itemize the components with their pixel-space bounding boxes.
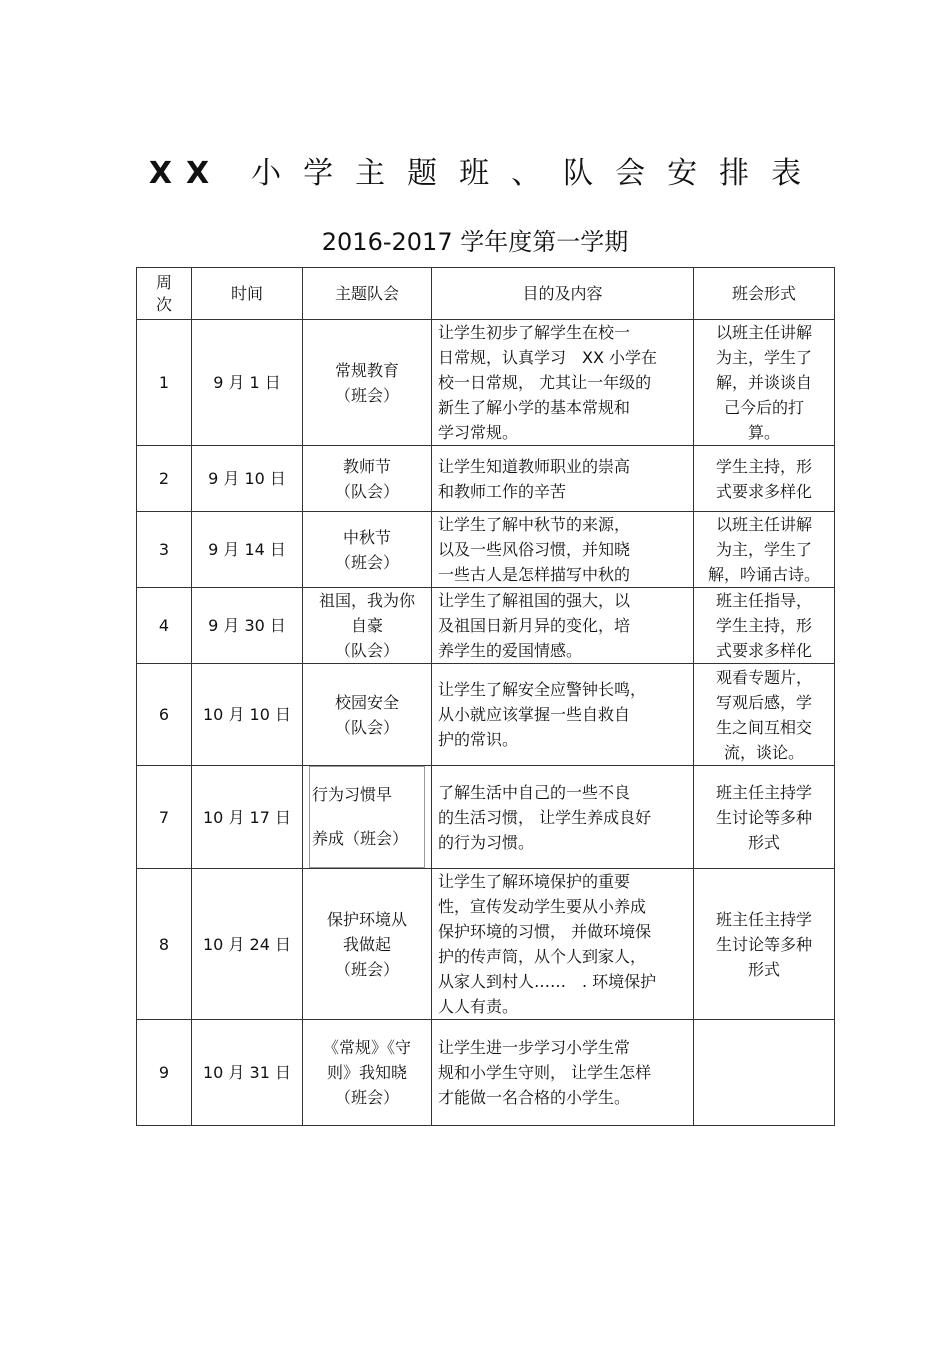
- table-header-row: [137, 268, 835, 320]
- cell-theme: 教师节 （队会）: [303, 446, 432, 512]
- header-week: 周 次: [137, 268, 192, 320]
- cell-content: 了解生活中自己的一些不良 的生活习惯， 让学生养成良好 的行为习惯。: [432, 766, 694, 869]
- table-row: [137, 664, 835, 766]
- header-content: 目的及内容: [432, 268, 694, 320]
- cell-content: 让学生进一步学习小学生常 规和小学生守则， 让学生怎样 才能做一名合格的小学生。: [432, 1020, 694, 1126]
- cell-time: 9 月 14 日: [192, 512, 303, 588]
- cell-time: 10 月 24 日: [192, 869, 303, 1020]
- table-row: [137, 588, 835, 664]
- theme-text-box: 行为习惯早 养成（班会）: [309, 766, 425, 868]
- table-row: [137, 1020, 835, 1126]
- cell-week: 9: [137, 1020, 192, 1126]
- title-text: 小学主题班、队会安排表: [251, 156, 824, 191]
- semester-subtitle: 2016-2017 学年度第一学期: [321, 228, 629, 256]
- table-row: [137, 512, 835, 588]
- cell-time: 10 月 17 日: [192, 766, 303, 869]
- cell-theme: 保护环境从 我做起 （班会）: [303, 869, 432, 1020]
- cell-theme: 中秋节 （班会）: [303, 512, 432, 588]
- cell-time: 10 月 31 日: [192, 1020, 303, 1126]
- cell-theme: 祖国，我为你 自豪 （队会）: [303, 588, 432, 664]
- table-row: [137, 766, 835, 869]
- cell-form: 班主任指导， 学生主持，形 式要求多样化: [694, 588, 835, 664]
- cell-form: 班主任主持学 生讨论等多种 形式: [694, 869, 835, 1020]
- cell-form: 以班主任讲解 为主，学生了 解，吟诵古诗。: [694, 512, 835, 588]
- cell-content: 让学生初步了解学生在校一 日常规，认真学习 XX 小学在 校一日常规， 尤其让一年级的 新生了解小学的基本常规和 学习常规。: [432, 320, 694, 446]
- cell-week: 3: [137, 512, 192, 588]
- cell-content: 让学生了解中秋节的来源， 以及一些风俗习惯，并知晓 一些古人是怎样描写中秋的: [432, 512, 694, 588]
- cell-week: 6: [137, 664, 192, 766]
- cell-content: 让学生知道教师职业的崇高 和教师工作的辛苦: [432, 446, 694, 512]
- cell-theme: [303, 766, 432, 869]
- cell-content: 让学生了解安全应警钟长鸣， 从小就应该掌握一些自救自 护的常识。: [432, 664, 694, 766]
- cell-form: 观看专题片， 写观后感，学 生之间互相交 流，谈论。: [694, 664, 835, 766]
- title-school-placeholder: XX: [148, 156, 224, 191]
- cell-time: 9 月 30 日: [192, 588, 303, 664]
- cell-content: 让学生了解祖国的强大，以 及祖国日新月异的变化，培 养学生的爱国情感。: [432, 588, 694, 664]
- cell-content: 让学生了解环境保护的重要 性，宣传发动学生要从小养成 保护环境的习惯， 并做环境保 护的传声筒，从个人到家人， 从家人到村人…… . 环境保护 人人有责。: [432, 869, 694, 1020]
- header-time: 时间: [192, 268, 303, 320]
- cell-form: 以班主任讲解 为主，学生了 解，并谈谈自 己今后的打 算。: [694, 320, 835, 446]
- cell-time: 9 月 1 日: [192, 320, 303, 446]
- cell-theme: 《常规》《守 则》我知晓 （班会）: [303, 1020, 432, 1126]
- page-title: [0, 148, 950, 192]
- cell-time: 10 月 10 日: [192, 664, 303, 766]
- cell-form: 班主任主持学 生讨论等多种 形式: [694, 766, 835, 869]
- cell-week: 4: [137, 588, 192, 664]
- cell-theme: 常规教育 （班会）: [303, 320, 432, 446]
- header-theme: 主题队会: [303, 268, 432, 320]
- schedule-table: [136, 267, 835, 1126]
- cell-week: 1: [137, 320, 192, 446]
- cell-time: 9 月 10 日: [192, 446, 303, 512]
- table-row: [137, 446, 835, 512]
- table-row: [137, 869, 835, 1020]
- cell-theme: 校园安全 （队会）: [303, 664, 432, 766]
- cell-form: [694, 1020, 835, 1126]
- table-row: [137, 320, 835, 446]
- cell-week: 8: [137, 869, 192, 1020]
- cell-week: 2: [137, 446, 192, 512]
- cell-week: 7: [137, 766, 192, 869]
- header-form: 班会形式: [694, 268, 835, 320]
- cell-form: 学生主持，形 式要求多样化: [694, 446, 835, 512]
